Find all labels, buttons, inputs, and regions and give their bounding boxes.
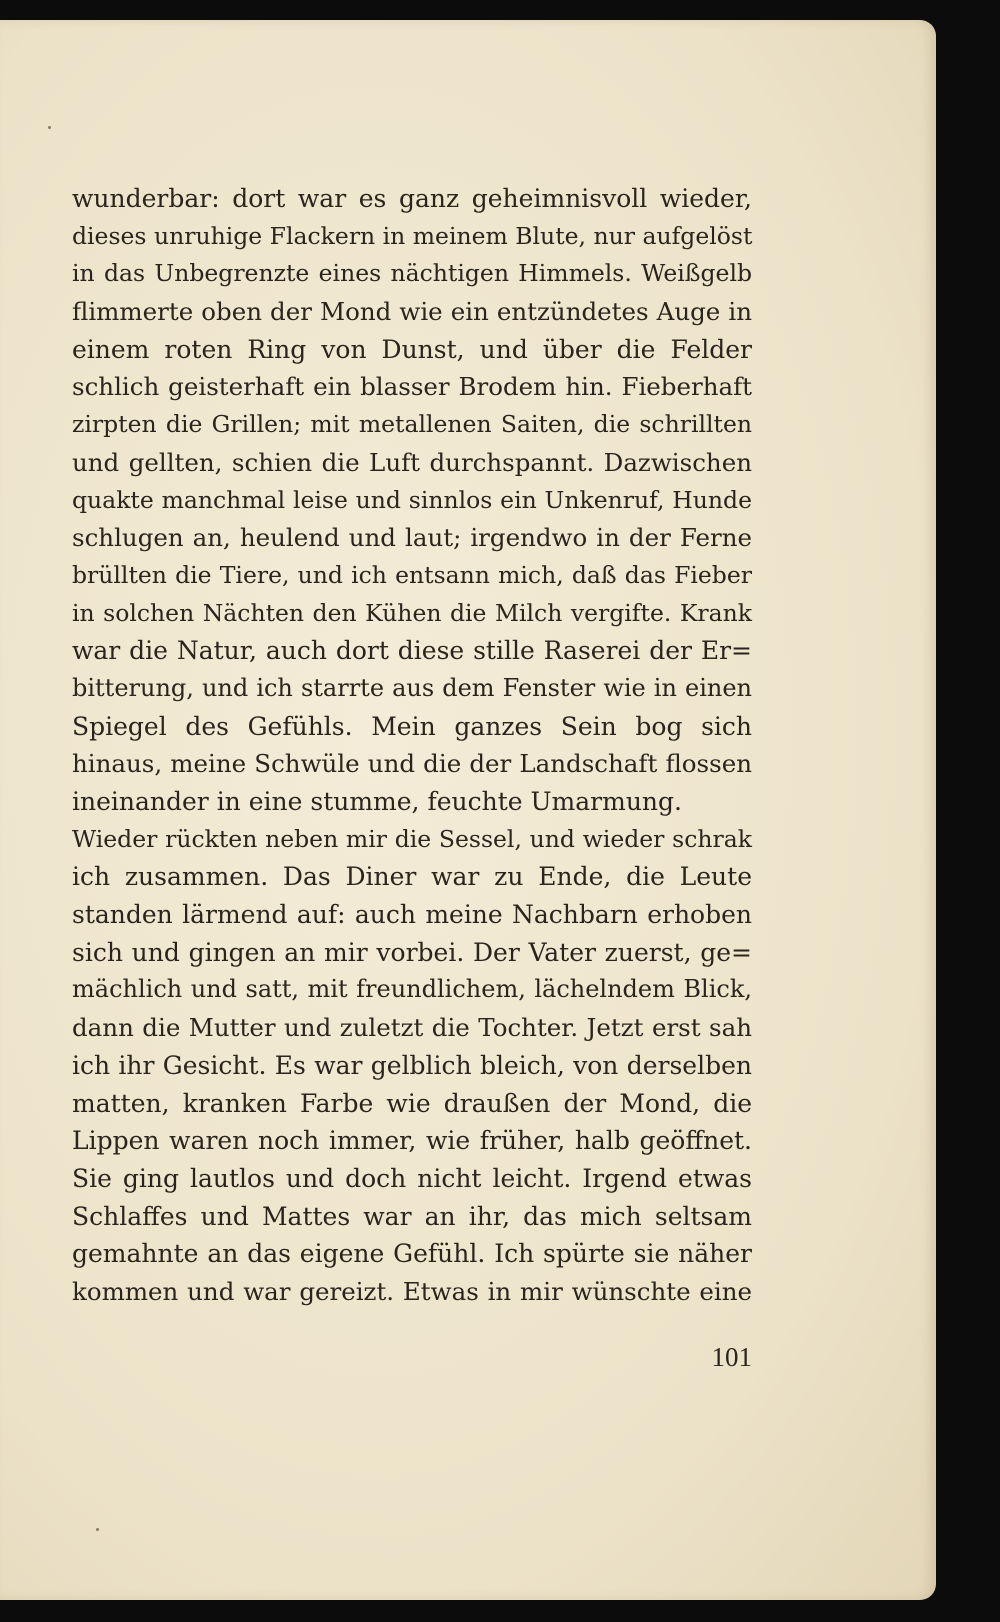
paper-speck: [48, 126, 51, 129]
text-line: kommen und war gereizt. Etwas in mir wünschte eine: [72, 1276, 752, 1306]
paper-speck: [96, 1528, 99, 1531]
text-line: einem roten Ring von Dunst, und über die Felder: [72, 334, 752, 364]
text-line: flimmerte oben der Mond wie ein entzündetes Auge in: [72, 297, 752, 327]
text-line: standen lärmend auf: auch meine Nachbarn erhoben: [72, 900, 752, 930]
text-line: Schlaffes und Mattes war an ihr, das mich seltsam: [72, 1201, 752, 1231]
text-line: sich und gingen an mir vorbei. Der Vater zuerst, ge=: [72, 937, 752, 967]
text-line: Lippen waren noch immer, wie früher, halb geöffnet.: [72, 1126, 752, 1156]
text-line: ich ihr Gesicht. Es war gelblich bleich, von derselben: [72, 1050, 752, 1080]
text-line: mächlich und satt, mit freundlichem, lächelndem Blick,: [72, 975, 752, 1004]
page-number: 101: [711, 1342, 752, 1372]
text-line: bitterung, und ich starrte aus dem Fenster wie in einen: [72, 673, 752, 702]
text-line: schlich geisterhaft ein blasser Brodem hin. Fieberhaft: [72, 372, 752, 402]
text-line: dieses unruhige Flackern in meinem Blute, nur aufgelöst: [72, 221, 753, 250]
body-text: [72, 180, 752, 1311]
text-line: brüllten die Tiere, und ich entsann mich, daß das Fieber: [72, 560, 752, 589]
book-page: [0, 20, 936, 1600]
text-line: und gellten, schien die Luft durchspannt. Dazwischen: [72, 447, 752, 477]
text-line: quakte manchmal leise und sinnlos ein Unkenruf, Hunde: [72, 485, 752, 514]
text-line: Wieder rückten neben mir die Sessel, und wieder schrak: [72, 824, 752, 853]
text-line: schlugen an, heulend und laut; irgendwo in der Ferne: [72, 523, 752, 553]
text-line: Spiegel des Gefühls. Mein ganzes Sein bog sich: [72, 711, 752, 741]
text-line: wunderbar: dort war es ganz geheimnisvoll wieder,: [72, 184, 752, 213]
text-line: zirpten die Grillen; mit metallenen Saiten, die schrillten: [72, 410, 752, 439]
text-line: matten, kranken Farbe wie draußen der Mond, die: [72, 1088, 752, 1118]
text-line: war die Natur, auch dort diese stille Raserei der Er=: [72, 636, 752, 666]
text-line: in das Unbegrenzte eines nächtigen Himmels. Weißgelb: [72, 259, 752, 288]
text-line: Sie ging lautlos und doch nicht leicht. Irgend etwas: [72, 1163, 752, 1193]
text-line: ich zusammen. Das Diner war zu Ende, die Leute: [72, 862, 752, 892]
text-line: ineinander in eine stumme, feuchte Umarmung.: [72, 787, 682, 816]
text-line: dann die Mutter und zuletzt die Tochter. Jetzt erst sah: [72, 1013, 752, 1043]
text-line: in solchen Nächten den Kühen die Milch vergifte. Krank: [72, 598, 752, 627]
text-line: hinaus, meine Schwüle und die der Landschaft flossen: [72, 749, 752, 779]
text-line: gemahnte an das eigene Gefühl. Ich spürte sie näher: [72, 1239, 752, 1269]
